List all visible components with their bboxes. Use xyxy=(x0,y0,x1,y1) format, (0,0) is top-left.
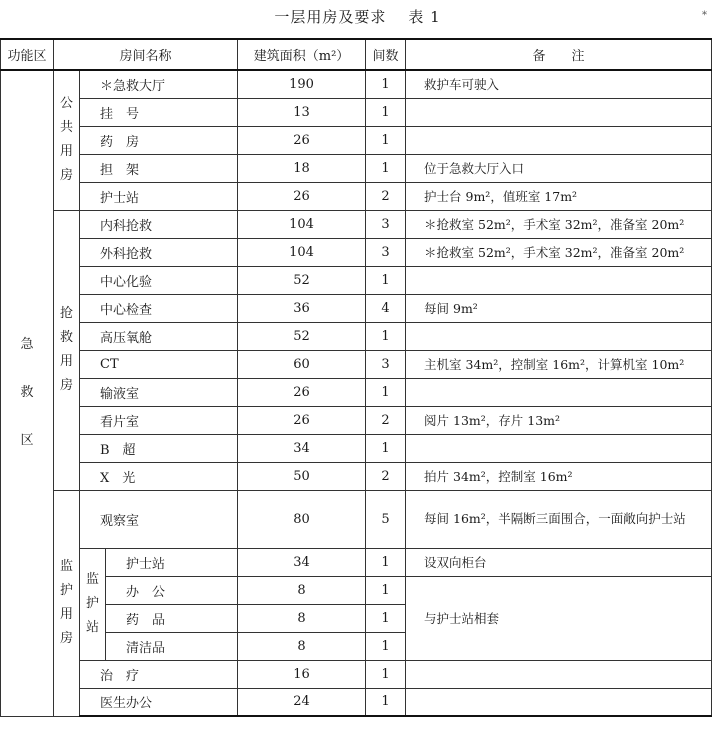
room-remark: 与护士站相套 xyxy=(406,576,712,660)
room-count: 1 xyxy=(366,98,406,126)
room-count: 5 xyxy=(366,490,406,548)
table-row xyxy=(1,434,712,462)
table-row xyxy=(1,126,712,154)
table-row xyxy=(1,210,712,238)
table-row xyxy=(1,294,712,322)
room-count: 1 xyxy=(366,266,406,294)
room-area: 104 xyxy=(238,238,366,266)
room-count: 1 xyxy=(366,70,406,98)
room-count: 2 xyxy=(366,182,406,210)
room-name: 办 公 xyxy=(106,576,238,604)
header-zone: 功能区 xyxy=(1,39,54,70)
table-row xyxy=(1,182,712,210)
room-remark xyxy=(406,322,712,350)
room-remark: 位于急救大厅入口 xyxy=(406,154,712,182)
room-remark xyxy=(406,266,712,294)
header-remark: 备 注 xyxy=(406,39,712,70)
room-area: 34 xyxy=(238,434,366,462)
title-text: 一层用房及要求 xyxy=(274,8,387,26)
table-row xyxy=(1,238,712,266)
table-row xyxy=(1,350,712,378)
room-count: 2 xyxy=(366,462,406,490)
room-count: 2 xyxy=(366,406,406,434)
room-area: 52 xyxy=(238,266,366,294)
room-remark xyxy=(406,126,712,154)
room-name: 担 架 xyxy=(80,154,238,182)
table-row xyxy=(1,462,712,490)
room-area: 8 xyxy=(238,632,366,660)
room-area: 16 xyxy=(238,660,366,688)
room-remark: 救护车可驶入 xyxy=(406,70,712,98)
header-row xyxy=(1,39,712,70)
table-title xyxy=(0,6,715,27)
room-remark: 设双向柜台 xyxy=(406,548,712,576)
room-count: 1 xyxy=(366,322,406,350)
room-name: 药 品 xyxy=(106,604,238,632)
room-area: 8 xyxy=(238,576,366,604)
room-count: 1 xyxy=(366,154,406,182)
room-area: 36 xyxy=(238,294,366,322)
room-remark xyxy=(406,378,712,406)
room-area: 8 xyxy=(238,604,366,632)
header-count: 间数 xyxy=(366,39,406,70)
room-name: 内科抢救 xyxy=(80,210,238,238)
room-name: 药 房 xyxy=(80,126,238,154)
room-area: 26 xyxy=(238,378,366,406)
table-row xyxy=(1,154,712,182)
room-remark xyxy=(406,98,712,126)
zone-label: 急 救 区 xyxy=(1,70,54,716)
table-row xyxy=(1,406,712,434)
room-count: 3 xyxy=(366,238,406,266)
corner-mark: * xyxy=(702,10,707,21)
room-name: 看片室 xyxy=(80,406,238,434)
room-count: 1 xyxy=(366,434,406,462)
room-name: CT xyxy=(80,350,238,378)
room-remark: 阅片 13m²，存片 13m² xyxy=(406,406,712,434)
table-row xyxy=(1,266,712,294)
room-count: 3 xyxy=(366,210,406,238)
room-remark: ＊抢救室 52m²，手术室 32m²，准备室 20m² xyxy=(406,238,712,266)
room-count: 1 xyxy=(366,548,406,576)
table-row xyxy=(1,660,712,688)
room-count: 1 xyxy=(366,576,406,604)
room-name: 清洁品 xyxy=(106,632,238,660)
table-row xyxy=(1,70,712,98)
room-count: 1 xyxy=(366,632,406,660)
table-row xyxy=(1,98,712,126)
room-remark: ＊抢救室 52m²，手术室 32m²，准备室 20m² xyxy=(406,210,712,238)
room-name: B 超 xyxy=(80,434,238,462)
table-number: 表 1 xyxy=(408,8,441,26)
room-name: 高压氧舱 xyxy=(80,322,238,350)
room-remark: 护士台 9m²，值班室 17m² xyxy=(406,182,712,210)
room-remark: 主机室 34m²，控制室 16m²，计算机室 10m² xyxy=(406,350,712,378)
room-area: 13 xyxy=(238,98,366,126)
room-name: 治 疗 xyxy=(80,660,238,688)
room-remark xyxy=(406,660,712,688)
table-row xyxy=(1,688,712,716)
room-name: ＊急救大厅 xyxy=(80,70,238,98)
room-name: X 光 xyxy=(80,462,238,490)
room-area: 80 xyxy=(238,490,366,548)
room-area: 104 xyxy=(238,210,366,238)
room-area: 60 xyxy=(238,350,366,378)
header-area: 建筑面积（m²） xyxy=(238,39,366,70)
room-remark: 每间 16m²，半隔断三面围合，一面敞向护士站 xyxy=(406,490,712,548)
table-row xyxy=(1,322,712,350)
room-count: 4 xyxy=(366,294,406,322)
room-name: 观察室 xyxy=(80,490,238,548)
room-area: 26 xyxy=(238,126,366,154)
room-area: 52 xyxy=(238,322,366,350)
room-remark: 每间 9m² xyxy=(406,294,712,322)
table-row xyxy=(1,576,712,604)
room-count: 1 xyxy=(366,688,406,716)
group-public: 公 共 用 房 xyxy=(54,70,80,210)
table-row xyxy=(1,490,712,548)
room-name: 中心化验 xyxy=(80,266,238,294)
room-name: 护士站 xyxy=(106,548,238,576)
room-name: 输液室 xyxy=(80,378,238,406)
group-rescue: 抢 救 用 房 xyxy=(54,210,80,490)
room-count: 1 xyxy=(366,378,406,406)
room-count: 1 xyxy=(366,660,406,688)
room-remark xyxy=(406,688,712,716)
room-name: 医生办公 xyxy=(80,688,238,716)
room-area: 18 xyxy=(238,154,366,182)
room-requirements-table xyxy=(0,38,712,717)
group-station: 监 护 站 xyxy=(80,548,106,660)
room-count: 3 xyxy=(366,350,406,378)
room-area: 24 xyxy=(238,688,366,716)
header-room: 房间名称 xyxy=(54,39,238,70)
room-count: 1 xyxy=(366,126,406,154)
room-name: 外科抢救 xyxy=(80,238,238,266)
room-name: 护士站 xyxy=(80,182,238,210)
table-row xyxy=(1,378,712,406)
room-area: 190 xyxy=(238,70,366,98)
room-area: 26 xyxy=(238,406,366,434)
room-area: 26 xyxy=(238,182,366,210)
group-monitor: 监 护 用 房 xyxy=(54,490,80,716)
room-remark: 拍片 34m²，控制室 16m² xyxy=(406,462,712,490)
room-name: 中心检查 xyxy=(80,294,238,322)
room-area: 34 xyxy=(238,548,366,576)
table-row xyxy=(1,548,712,576)
room-name: 挂 号 xyxy=(80,98,238,126)
room-remark xyxy=(406,434,712,462)
room-area: 50 xyxy=(238,462,366,490)
room-count: 1 xyxy=(366,604,406,632)
